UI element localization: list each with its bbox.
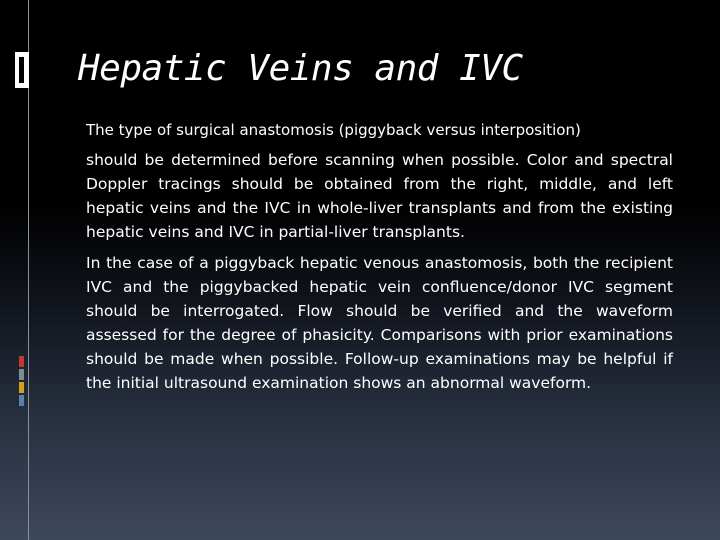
body-paragraph-1: The type of surgical anastomosis (piggyback versus interposition) bbox=[86, 121, 581, 139]
accent-square-gold bbox=[19, 382, 24, 393]
title-marker-inner bbox=[19, 57, 24, 83]
accent-square-gray bbox=[19, 369, 24, 380]
body-paragraph-2: should be determined before scanning when possible. Color and spectral Doppler tracings should be obtained from the right, middle, and left hepatic veins and the IVC in whole-liver transplants and from the existing hepatic veins and IVC in partial-liver transplants. bbox=[86, 151, 673, 241]
body-paragraph-3: In the case of a piggyback hepatic venous anastomosis, both the recipient IVC and the piggybacked hepatic vein confluence/donor IVC segment should be interrogated. Flow should be verified and the waveform assessed for the degree of phasicity. Comparisons with prior examinations should be made when possible. Follow-up examinations may be helpful if the initial ultrasound examination shows an abnormal waveform. bbox=[86, 254, 673, 392]
slide-title: Hepatic Veins and IVC bbox=[78, 48, 523, 89]
accent-square-red bbox=[19, 356, 24, 367]
accent-square-blue bbox=[19, 395, 24, 406]
